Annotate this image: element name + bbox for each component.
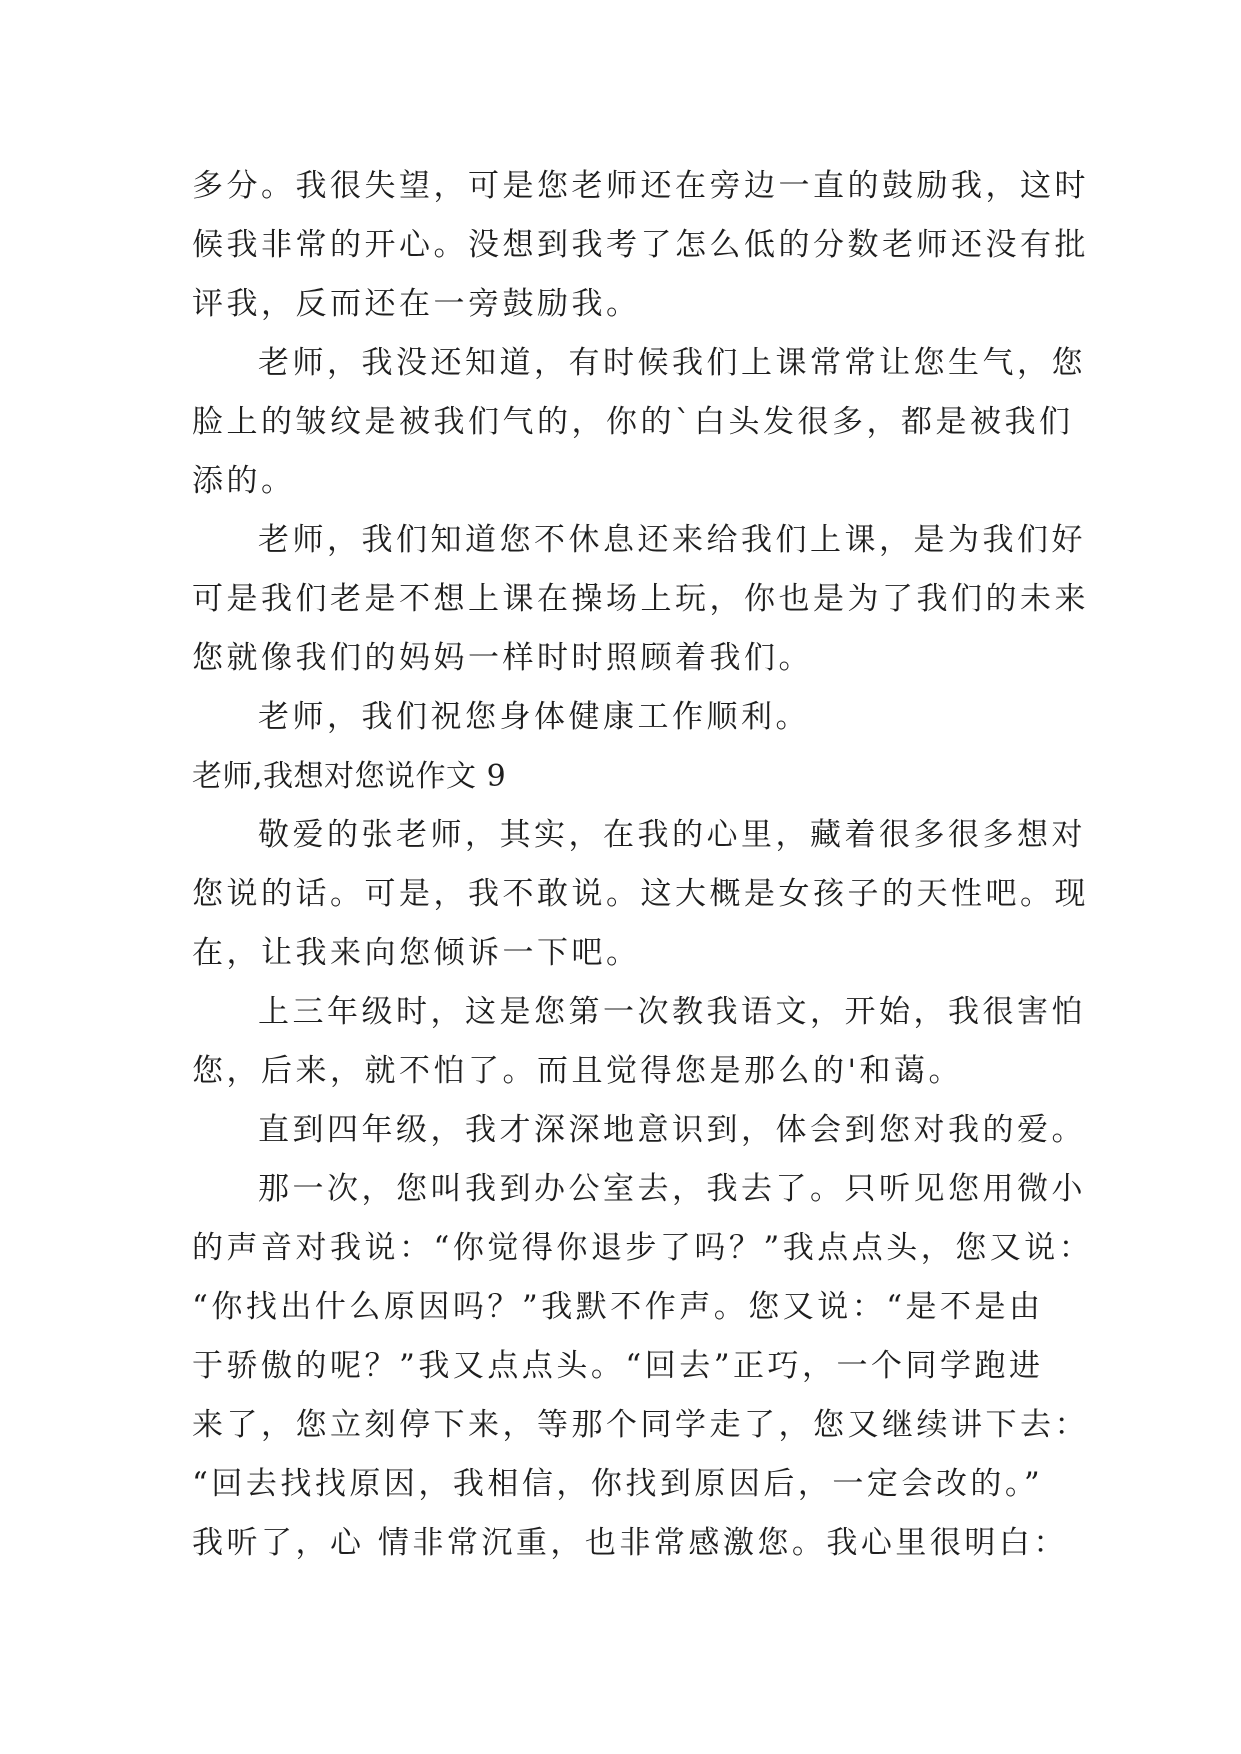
text-line: 评我，反而还在一旁鼓励我。	[192, 286, 641, 322]
text-line: 添的。	[192, 463, 296, 499]
text-line: 于骄傲的呢？”我又点点头。“回去”正巧，一个同学跑进	[192, 1348, 1044, 1384]
text-line: 候我非常的开心。没想到我考了怎么低的分数老师还没有批	[192, 227, 1089, 263]
document-body	[192, 157, 1094, 1573]
text-line: 您就像我们的妈妈一样时时照顾着我们。	[192, 640, 813, 676]
text-line: 您说的话。可是，我不敢说。这大概是女孩子的天性吧。现	[192, 876, 1089, 912]
paragraph-start-line: 直到四年级，我才深深地意识到，体会到您对我的爱。	[258, 1112, 1086, 1148]
text-line: 您，后来，就不怕了。而且觉得您是那么的'和蔼。	[192, 1053, 964, 1089]
text-line: 在，让我来向您倾诉一下吧。	[192, 935, 641, 971]
paragraph-start-line: 那一次，您叫我到办公室去，我去了。只听见您用微小	[258, 1171, 1086, 1207]
paragraph-start-line: 老师，我没还知道，有时候我们上课常常让您生气，您	[258, 345, 1086, 381]
text-line: “你找出什么原因吗？”我默不作声。您又说：“是不是由	[192, 1289, 1044, 1325]
paragraph-start-line: 上三年级时，这是您第一次教我语文，开始，我很害怕	[258, 994, 1086, 1030]
text-line: 可是我们老是不想上课在操场上玩，你也是为了我们的未来	[192, 581, 1089, 617]
text-line: 的声音对我说：“你觉得你退步了吗？”我点点头，您又说：	[192, 1230, 1094, 1266]
paragraph-start-line: 老师，我们祝您身体健康工作顺利。	[258, 699, 810, 735]
text-line: 多分。我很失望，可是您老师还在旁边一直的鼓励我，这时	[192, 168, 1089, 204]
paragraph-start-line: 老师，我们知道您不休息还来给我们上课，是为我们好	[258, 522, 1086, 558]
text-line: 脸上的皱纹是被我们气的，你的`白头发很多，都是被我们	[192, 404, 1074, 440]
text-line: “回去找找原因，我相信，你找到原因后，一定会改的。”	[192, 1466, 1044, 1502]
text-line: 来了，您立刻停下来，等那个同学走了，您又继续讲下去：	[192, 1407, 1089, 1443]
paragraph-start-line: 敬爱的张老师，其实，在我的心里，藏着很多很多想对	[258, 817, 1086, 853]
essay-heading: 老师,我想对您说作文 9	[192, 759, 507, 794]
text-line: 我听了，心 情非常沉重，也非常感激您。我心里很明白：	[192, 1525, 1068, 1561]
